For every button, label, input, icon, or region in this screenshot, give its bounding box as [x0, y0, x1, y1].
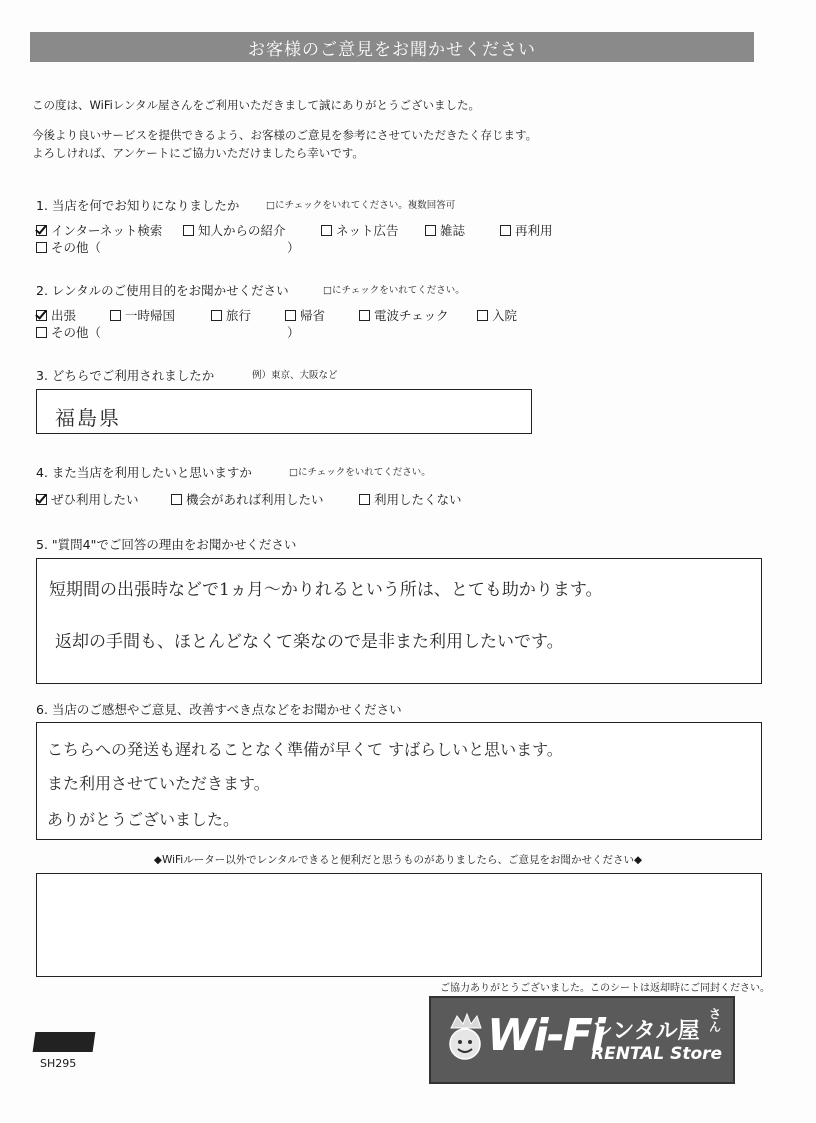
q4-option-no[interactable] — [359, 490, 462, 508]
q4-option-definitely[interactable] — [36, 490, 139, 508]
option-label: 電波チェック — [374, 308, 449, 323]
page-title: お客様のご意見をお聞かせください — [30, 32, 754, 62]
q2-title: 2. レンタルのご使用目的をお聞かせください — [36, 283, 289, 298]
option-label: 機会があれば利用したい — [186, 492, 324, 507]
logo-san-text: さん — [709, 1007, 722, 1034]
option-label: 雑誌 — [440, 223, 466, 238]
logo-jp-text: レンタル屋 — [591, 1019, 700, 1044]
option-label: ネット広告 — [336, 223, 399, 238]
option-label: 再利用 — [515, 223, 553, 238]
q6-answer-line-3: ありがとうございました。 — [47, 810, 240, 829]
checkbox[interactable] — [285, 310, 296, 321]
q5-answer-line-2: 返却の手間も、ほとんどなくて楽なので是非また利用したいです。 — [55, 632, 564, 652]
form-code: SH295 — [40, 1057, 77, 1070]
checkbox[interactable] — [171, 494, 182, 505]
option-label: インターネット検索 — [51, 223, 163, 238]
q3-answer-text: 福島県 — [55, 406, 121, 430]
q5-answer-box[interactable] — [36, 558, 762, 684]
q1-option-reuse[interactable] — [500, 221, 553, 239]
checkbox[interactable] — [183, 225, 194, 236]
q2-option-return-home[interactable] — [110, 306, 175, 324]
intro-line-1: この度は、WiFiレンタル屋さんをご利用いただきまして誠にありがとうございました。 — [32, 98, 481, 112]
q1-title: 1. 当店を何でお知りになりましたか — [36, 198, 240, 213]
intro-line-2: 今後より良いサービスを提供できるよう、お客様のご意見を参考にさせていただきたく存じます。 — [32, 128, 538, 142]
option-label: その他（ — [51, 325, 102, 340]
q2-option-business-trip[interactable] — [36, 306, 76, 324]
stamp-mark — [33, 1032, 96, 1052]
q2-option-other[interactable] — [36, 323, 101, 341]
checkbox[interactable] — [500, 225, 511, 236]
option-label: 旅行 — [226, 308, 252, 323]
option-label: ぜひ利用したい — [51, 492, 139, 507]
checkbox[interactable] — [425, 225, 436, 236]
q6-answer-line-1: こちらへの発送も遅れることなく準備が早くて すばらしいと思います。 — [47, 740, 563, 759]
q6-answer-line-2: また利用させていただきます。 — [47, 774, 270, 793]
logo-wifi-text: Wi-Fi — [487, 1010, 605, 1061]
checkbox[interactable] — [359, 310, 370, 321]
checkbox[interactable] — [36, 327, 47, 338]
checkbox-checked[interactable] — [36, 225, 47, 236]
q4-title: 4. また当店を利用したいと思いますか — [36, 465, 252, 480]
option-label: 知人からの紹介 — [198, 223, 286, 238]
q2-option-hospital[interactable] — [477, 306, 517, 324]
logo-en-text: RENTAL Store — [591, 1044, 723, 1064]
q2-hint: □にチェックをいれてください。 — [323, 285, 465, 296]
checkbox-checked[interactable] — [36, 310, 47, 321]
q4-hint: □にチェックをいれてください。 — [289, 467, 431, 478]
q1-option-other[interactable] — [36, 238, 101, 256]
q7-answer-box[interactable] — [36, 873, 762, 977]
q1-hint: □にチェックをいれてください。複数回答可 — [266, 200, 456, 211]
brand-logo — [429, 996, 735, 1084]
option-label: 一時帰国 — [125, 308, 176, 323]
checkbox[interactable] — [359, 494, 370, 505]
q3-title: 3. どちらでご利用されましたか — [36, 368, 215, 383]
checkbox[interactable] — [211, 310, 222, 321]
option-label: 出張 — [51, 308, 77, 323]
q6-answer-box[interactable] — [36, 722, 762, 840]
option-label: 帰省 — [300, 308, 326, 323]
q4-option-if-chance[interactable] — [171, 490, 324, 508]
q2-option-travel[interactable] — [211, 306, 251, 324]
intro-line-3: よろしければ、アンケートにご協力いただけましたら幸いです。 — [32, 146, 364, 160]
checkbox[interactable] — [321, 225, 332, 236]
q1-option-magazine[interactable] — [425, 221, 465, 239]
checkbox[interactable] — [36, 242, 47, 253]
q7-title: ◆WiFiルーター以外でレンタルできると便利だと思うものがありましたら、ご意見をお聞かせください◆ — [153, 854, 643, 866]
option-label: 入院 — [492, 308, 518, 323]
q1-option-internet[interactable] — [36, 221, 162, 239]
q1-other-close: ） — [287, 240, 300, 255]
q6-title: 6. 当店のご感想やご意見、改善すべき点などをお聞かせください — [36, 702, 402, 717]
q3-hint: 例）東京、大阪など — [252, 370, 338, 381]
checkbox-checked[interactable] — [36, 494, 47, 505]
q2-other-close: ） — [287, 325, 300, 340]
footer-thanks: ご協力ありがとうございました。このシートは返却時にご同封ください。 — [440, 983, 770, 994]
q1-option-net-ad[interactable] — [321, 221, 399, 239]
option-label: その他（ — [51, 240, 102, 255]
checkbox[interactable] — [477, 310, 488, 321]
option-label: 利用したくない — [374, 492, 462, 507]
q3-answer-box[interactable] — [36, 389, 532, 434]
mascot-icon — [445, 1012, 485, 1066]
checkbox[interactable] — [110, 310, 121, 321]
q2-option-signal-check[interactable] — [359, 306, 449, 324]
q1-option-referral[interactable] — [183, 221, 286, 239]
q2-option-homecoming[interactable] — [285, 306, 325, 324]
q5-title: 5. "質問4"でご回答の理由をお聞かせください — [36, 537, 297, 552]
q5-answer-line-1: 短期間の出張時などで1ヵ月～かりれるという所は、とても助かります。 — [49, 580, 603, 600]
